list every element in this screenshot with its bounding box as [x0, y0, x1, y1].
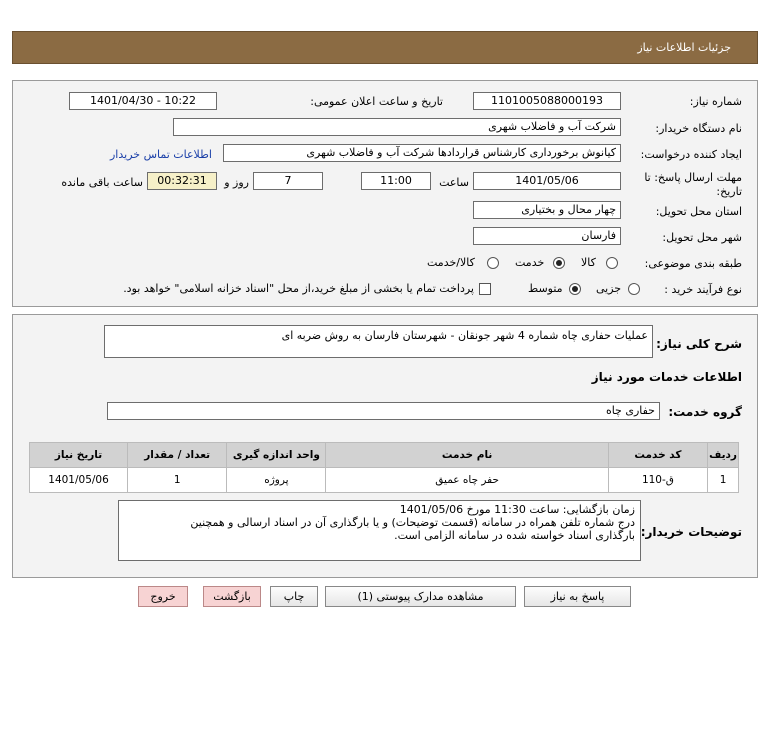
deadline-label-line1: مهلت ارسال پاسخ: تا	[644, 171, 742, 184]
col-service-name: نام خدمت	[326, 443, 608, 468]
deadline-label-line2: تاریخ:	[716, 185, 742, 198]
city-label: شهر محل تحویل:	[662, 231, 742, 244]
announce-datetime-label: تاریخ و ساعت اعلان عمومی:	[310, 95, 443, 108]
back-button[interactable]: بازگشت	[203, 586, 261, 607]
process-radio-medium[interactable]	[569, 283, 581, 295]
services-section-title: اطلاعات خدمات مورد نیاز	[591, 370, 742, 384]
buyer-notes-label: توضیحات خریدار:	[640, 525, 742, 539]
process-label: نوع فرآیند خرید :	[664, 283, 742, 296]
table-header-row	[30, 443, 739, 468]
buyer-notes-line3: بارگذاری اسناد خواسته شده در سامانه الزامی است.	[394, 529, 635, 542]
deadline-date-field: 1401/05/06	[473, 172, 621, 190]
category-radio-goods[interactable]	[606, 257, 618, 269]
buyer-contact-link[interactable]: اطلاعات تماس خریدار	[110, 148, 212, 161]
treasury-payment-note: پرداخت تمام یا بخشی از مبلغ خرید،از محل "اسناد خزانه اسلامی" خواهد بود.	[123, 282, 474, 295]
need-number-label: شماره نیاز:	[689, 95, 742, 108]
province-field: چهار محال و بختیاری	[473, 201, 621, 219]
col-service-code: کد خدمت	[608, 443, 707, 468]
general-info-panel	[12, 80, 758, 307]
deadline-time-label: ساعت	[439, 176, 469, 189]
province-label: استان محل تحویل:	[655, 205, 742, 218]
page-header	[12, 31, 758, 64]
exit-button[interactable]: خروج	[138, 586, 188, 607]
col-need-date: تاریخ نیاز	[30, 443, 128, 468]
cell-row-number: 1	[708, 468, 739, 493]
remaining-time-field: 00:32:31	[147, 172, 217, 190]
buyer-notes-line1: زمان بازگشایی: ساعت 11:30 مورخ 1401/05/06	[399, 503, 635, 516]
category-radio-goods-service[interactable]	[487, 257, 499, 269]
cell-need-date: 1401/05/06	[30, 468, 128, 493]
service-group-field: حفاری چاه	[107, 402, 660, 420]
category-label: طبقه بندی موضوعی:	[644, 257, 742, 270]
process-option-medium: متوسط	[528, 282, 563, 295]
cell-service-code: ق-110	[608, 468, 707, 493]
table-row	[30, 468, 739, 493]
buyer-notes-line2: درج شماره تلفن همراه در سامانه (قسمت توضیحات) و یا بارگذاری آن در اسناد ارسالی و همچنین	[190, 516, 635, 529]
buyer-org-label: نام دستگاه خریدار:	[655, 122, 742, 135]
services-table	[29, 442, 739, 493]
process-radio-minor[interactable]	[628, 283, 640, 295]
request-creator-field: کیانوش برخورداری کارشناس قراردادها شرکت آب و فاضلاب شهری	[223, 144, 621, 162]
category-option-goods-service: کالا/خدمت	[427, 256, 475, 269]
service-group-label: گروه خدمت:	[668, 405, 742, 419]
remaining-time-label: ساعت باقی مانده	[61, 176, 143, 189]
col-unit: واحد اندازه گیری	[227, 443, 326, 468]
cell-unit: پروژه	[227, 468, 326, 493]
days-label: روز و	[224, 176, 249, 189]
col-row-number: ردیف	[708, 443, 739, 468]
cell-quantity: 1	[128, 468, 227, 493]
request-creator-label: ایجاد کننده درخواست:	[640, 148, 742, 161]
buyer-org-field: شرکت آب و فاضلاب شهری	[173, 118, 621, 136]
summary-field: عملیات حفاری چاه شماره 4 شهر جونقان - شهرستان فارسان به روش ضربه ای	[104, 325, 653, 358]
page-title: جزئیات اطلاعات نیاز	[637, 41, 731, 54]
process-option-minor: جزیی	[596, 282, 622, 295]
days-field: 7	[253, 172, 323, 190]
buyer-notes-box	[118, 500, 641, 561]
view-documents-button[interactable]: مشاهده مدارک پیوستی (1)	[325, 586, 516, 607]
summary-label: شرح کلی نیاز:	[656, 337, 742, 351]
category-radio-service[interactable]	[553, 257, 565, 269]
city-field: فارسان	[473, 227, 621, 245]
print-button[interactable]: چاپ	[270, 586, 318, 607]
cell-service-name: حفر چاه عمیق	[326, 468, 608, 493]
category-option-service: خدمت	[515, 256, 545, 269]
announce-datetime-field: 1401/04/30 - 10:22	[69, 92, 217, 110]
reply-button[interactable]: پاسخ به نیاز	[524, 586, 631, 607]
treasury-payment-checkbox[interactable]	[479, 283, 491, 295]
need-number-field: 1101005088000193	[473, 92, 621, 110]
category-option-goods: کالا	[581, 256, 596, 269]
deadline-time-field: 11:00	[361, 172, 431, 190]
col-quantity: تعداد / مقدار	[128, 443, 227, 468]
